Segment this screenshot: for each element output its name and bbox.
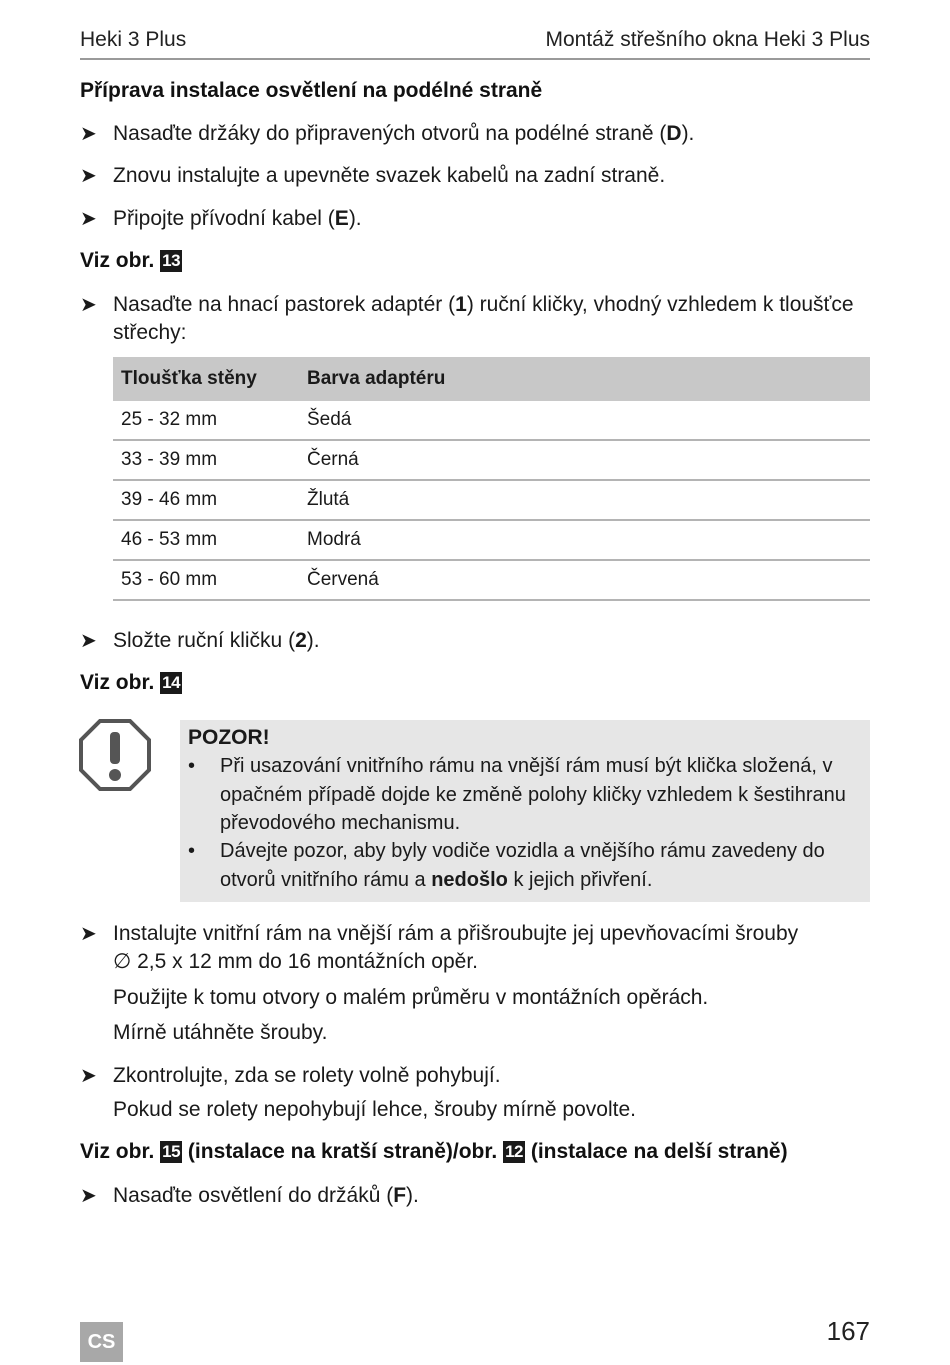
language-badge: CS xyxy=(80,1322,123,1362)
warning-exclamation-octagon-icon xyxy=(78,718,152,792)
warning-title: POZOR! xyxy=(188,726,270,749)
arrow-icon: ➤ xyxy=(80,923,97,945)
page-number: 167 xyxy=(826,1316,870,1346)
warning-bullet: • Při usazování vnitřního rámu na vnější rám musí být klička složená, v opačném případě dojde ke změně polohy kličky vzhledem k šestihranu převodového mechanismu. xyxy=(188,752,863,838)
table-header-row xyxy=(113,357,870,401)
figure-ref-13: Viz obr. 13 xyxy=(80,249,181,272)
step-cable-bundle: ➤ Znovu instalujte a upevněte svazek kabelů na zadní straně. xyxy=(80,162,870,190)
column-header-color: Barva adaptéru xyxy=(299,357,870,401)
step-connect-cable: ➤ Připojte přívodní kabel (E). xyxy=(80,205,870,233)
arrow-icon: ➤ xyxy=(80,630,97,652)
step-insert-light: ➤ Nasaďte osvětlení do držáků (F). xyxy=(80,1182,870,1210)
table-row: 33 - 39 mm Černá xyxy=(113,440,870,480)
figure-number-badge: 14 xyxy=(162,673,181,692)
step-fold-crank: ➤ Složte ruční kličku (2). xyxy=(80,627,870,655)
table-row: 25 - 32 mm Šedá xyxy=(113,401,870,440)
arrow-icon: ➤ xyxy=(80,165,97,187)
header-chapter: Montáž střešního okna Heki 3 Plus xyxy=(545,28,870,51)
arrow-icon: ➤ xyxy=(80,294,97,316)
column-header-thickness: Tloušťka stěny xyxy=(113,357,299,401)
note-holes: Použijte k tomu otvory o malém průměru v montážních opěrách. xyxy=(113,986,709,1009)
note-tighten: Mírně utáhněte šrouby. xyxy=(113,1021,328,1044)
figure-number-badge: 12 xyxy=(505,1142,523,1161)
header-rule xyxy=(80,58,870,60)
arrow-icon: ➤ xyxy=(80,208,97,230)
figure-ref-14: Viz obr. 14 xyxy=(80,671,181,694)
figure-number-badge: 15 xyxy=(162,1142,181,1161)
warning-box xyxy=(180,720,870,902)
step-install-frame: ➤ Instalujte vnitřní rám na vnější rám a přišroubujte jej upevňovacími šrouby ∅ 2,5 x 12 mm do 16 montážních opěr. xyxy=(80,922,799,973)
step-insert-holders: ➤ Nasaďte držáky do připravených otvorů na podélné straně (D). xyxy=(80,120,870,148)
bullet-icon: • xyxy=(188,755,196,777)
arrow-icon: ➤ xyxy=(80,1185,97,1207)
section-title: Příprava instalace osvětlení na podélné straně xyxy=(80,79,543,102)
adapter-color-table xyxy=(113,357,870,601)
figure-ref-15-12: Viz obr. 15 (instalace na kratší straně)/obr. 12 (instalace na delší straně) xyxy=(80,1140,788,1163)
note-loosen: Pokud se rolety nepohybují lehce, šrouby mírně povolte. xyxy=(113,1098,636,1121)
table-row: 46 - 53 mm Modrá xyxy=(113,520,870,560)
step-check-blinds: ➤ Zkontrolujte, zda se rolety volně pohybují. xyxy=(80,1062,870,1090)
figure-number-badge: 13 xyxy=(162,251,181,270)
warning-bullet: • Dávejte pozor, aby byly vodiče vozidla a vnějšího rámu zavedeny do otvorů vnitřního rámu a nedošlo k jejich přivření. xyxy=(188,837,863,894)
step-adapter: ➤ Nasaďte na hnací pastorek adaptér (1) ruční kličky, vhodný vzhledem k tloušťce střechy: xyxy=(80,293,854,344)
table-row: 39 - 46 mm Žlutá xyxy=(113,480,870,520)
header-product: Heki 3 Plus xyxy=(80,28,187,51)
arrow-icon: ➤ xyxy=(80,123,97,145)
arrow-icon: ➤ xyxy=(80,1065,97,1087)
table-row: 53 - 60 mm Červená xyxy=(113,560,870,600)
bullet-icon: • xyxy=(188,840,196,862)
